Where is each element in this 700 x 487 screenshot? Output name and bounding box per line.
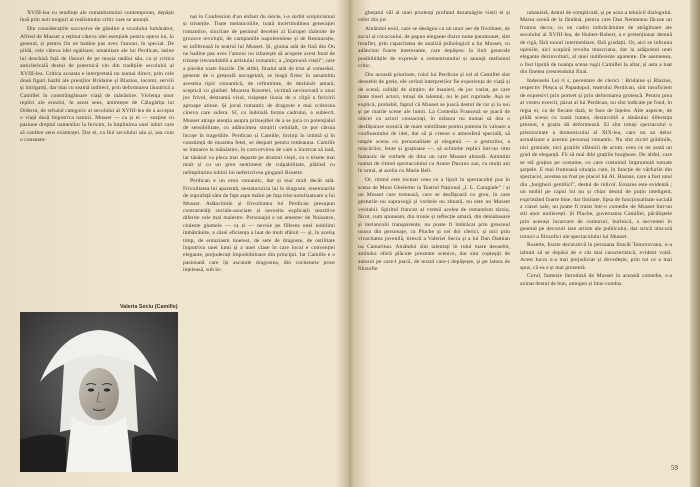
paragraph: Corul, fantezie întrodusă de Musset în această comedie, s-a axinat destul de bun, omogen și bine condus. (520, 273, 672, 287)
paragraph: Rosette, foarte decorativă în persoana Ilincăi Tomorovanu, n-a izbutit să se depăsă de o cât mai caracteristică, evident voită. Acest lucru n-a mai prejudiciat și dovedește, prin tot ce a mai spus, că ea e și mai prezentă. (520, 242, 672, 271)
paragraph: nat în Confession d'un enfant du siècle, i-a sorbit scepticismul și tristețile. Toate melancoliile, toată incertitudinea generației romantice, sincilate de pesimul deceliei zi Europei războite de grozave revoluții, de campaniile napoleoniene și de Restaurație, se infiltrează în teatrul lui Musset. Și, gluma atât de fină din On ne badine pas avec l'amour nu izbutește să acopere acest fond de tristețe irevandabilă a artistului romantic, a „împreună vieții”, care a pierdut toate iluziile. De altfel, finalul atât de trist al comediei, generat de o greșeală necugetată, se leagă firesc în ansamblu acesteia tipic romantică, de refinminte, de dezbinăr amară, sceptică cu ginibel. Moartea Rosettei, victimă nevinovată a unui joc frivol, destramă visul, risipește iluzia de o clipă a fericirii aproape atinse. Și jocul romantic de dragoste e mai ccdrosna cineva care sufera. Sî, cu îndoială forma cadrului, a subiectl, Musset atrage atenția asupra primejdiei de a se juca cu potențialul de sensibilitate, cu adâncimea simțirii celuilalt, ce pot căruia încoțe în tragediile. Perdican și Camille, învinți în intimă și în constiință de moartea fetei, se despart pentru totdeauna. Camille se întoarce la mănăstire, în convorvirea de care a încercat să iasă, iar tânărul va pleca mai departe pe drumul vieții, cu o trisete mai mult și cu un greu sentiment de culpabilitate, plătind cu neîmplinirea iubirii lui neferictivea ginganii Rosette. (183, 14, 335, 176)
paragraph: Or, ritmul este tocmai ceea ce a lipsit în spectacolul pus în scena de Moni Ghelerter la Teatrul Național „I. L. Caragiale” : și un Musset care trenează, care se desfășoară cu greu, în care gesturile nu supravegă și vorbele nu zboară, nu este un Musset veritabil. Spiritul francez al vremii acelea de romantism târziu, făcut, cum spuneam, din ironie și reflecție amară, din deniabasare și melancolii transparente, nu poate fi îmbrăcat prin grosceul unora din personaje, ca Pluche și cei doi clerici, și nici prin vivacitatea juvenilă, tirescă a Valeriei Seciu și a lui Dan Damian nu Camarituu. Amândoi sînt talentați în rolul mare deosebit, amîndoi oferă plăcute prezente scenice, dar sint copleșiți de autorul pe care-l joacă, de textul care-i depășește, și pe latura de filozofie (358, 177, 510, 272)
page-number: 59 (671, 464, 678, 472)
paragraph: umanistă, destul de complicată, și pe acea a tehnicii dialogului. Marea scenă de la fântână, pentru care Dan Nemteanu făcuse un frumos decor, cu un cadru imbrăcăminte de atrăgîtoare ale secolului al XVIII-lea, de Hubert-Robert, a e pretenționat demnă de rigă, fără tonuri intermediare, fără gradații. Or, aici se infrunta opiniile, aici scapără revolta muscriana, dar la adăpostul unei elegante dezinvolturi, al unei indiferente aparente. De asemenea, o fost lipsită de nuanța scena rugii Camillei la altar, și asta a luat din finetea crescendului final. (520, 10, 672, 76)
page-edge (690, 0, 700, 487)
right-page-column-1 (358, 10, 510, 470)
paragraph: Din considerațiile succesive de gândire a scoolului lumânător, Alfred de Musset a reținut câteva idei esențiale pentru opera lui, în general, și pentru On ne badine pas avec l'amour, în special. De pildă, cele câteva idei egalitare, umanitare ale lui Perdican, latine lui deschisă față de lăsnuri de pe moșia tatălui său, ca și critica anticlericală destul de puternică vin din tradițiile secolului al XVIII-lea. Critica acoasta e interpretată nu numai direct, prin cele două figuri hazlii ale preoților Bridaine și Blazius, lacomi, servili și intriganți, dar mai cu seamă indirect, prin deformarea lăuntrică a Camillei în constrângătoare viață de mănăstire. Violența unor replici ale eroului, în acest sens, amintește de Călugărița lui Diderot, de refuzul categoric al secolului al XVIII-lea de a accepta o viață dusă împotriva naturii. Musset — ca și ei — susține cu pasiune dreptul oamenilor la fericire, la împlinirea unei iubiri care să confere sens existenței. Dar ei, ca fiul secolului său și, asa cum o conseam- (20, 26, 174, 144)
paragraph: ghețatul văl al unei prudenți profund dezamăgite vieții ei și celor din jur. (358, 10, 510, 24)
paragraph: Din această prioritate, rolul lui Perdican și cel al Camillei sînt deosebit de grele, ele cerînd interpretilor fie experiența de viață și de scenă, calități de simțire, de manieri, de joc variat, pe care mate tineri actori, totuși de talentul, nu le pot cuprinde. Așa se explică, probabil, faptul că Musset se joacă destul de rar și la noi și pe marile scene ale lumii. La Comedia Franceză se joacă de obicei cu actori consacrați, în măsura nu numai să dea o desfășurare scenică de mare subtilitate pentru puterea în valoare a confluentului de idei, dar să și creeze o atmosferă specială, să umple scena cu personalitate și elegantă — a gesturilor, a mișcărilor, lente și grațioase —, să schimbe replici într-un ritm fantastic de vorbele de dinz un care Musset abundă. Amintim numai de ritmul spectacolului cu Annie Ducaux sau, cu mulți ani în urmă, al acelia cu Marie Bell. (358, 72, 510, 175)
actress-photo (20, 312, 178, 472)
right-page-column-2 (520, 10, 672, 465)
paragraph: Indeosebi Lei ri s, pecentare de clerici : Bridaine și Blazius, respectiv Pleșca și Papadopol, teatrului Perdican, sînt insuficient de expresivi prin portret și prin deformarea grotescă. Pentru prea al vostru exercit, păcat al lui Perdican, nu sînt indicate pe fond, în regia ei, ca de fiecare dată, te face de înțeles. Alte aspecte, de pildă scena cu toată lumea, dezinvoltă a tânărului diferența prezent, e grația dă deformează. El sînt totuși spectacolul o prieziozitate a domesticului al XIX-lea, care nu au deloc actualizare a acestui personaj romantic. Nu sînt niciel grădinile, nici graniale, nici grațiile sfătuirii de acum, ceea ce ne arată un grad de eleganță. Fii să mai dibi grațiile burgheze. De altfel, care se stă grațios pe costume, cu care costumul împrumută tomate șarpele. E mai frumoasă situația care, în funcție de vârfurile din spectacol, acestea au fost pe placul lui Al. Hasnas, care a fost unul din „burghezi gentilici”, destul de ridicol. Eroarea este evidentă ; un mobil pe capul lui nu și chiar destul de puțin inteligent, exprimând foarte bine, dar limitate, lipsa de funcționalitate socială a clasei sale, nu poate fi tratat într-o comedie de Musset într-un stil unor molierești. Și Pluche, guvernanta Camillei, păcăliștele prin aceeași încarcare de contururi, burlescă, a secventei în general pe decoruri tare artiste ale publicului, dar strică obscură ironici a filozofici ale spectacolului lui Musset. (520, 78, 672, 240)
paragraph: Amândoi eroii, care se desăgnu ca un unor aer de fivolitate, de socul al rococoului, de papuo elegante distro tume parantunet, sînt însuflet, prin capacitatea de analiză psihologică a lui Musset, cu adâncimi foarte interesante, care depășesc în linii generale posibilitățile de expresie a romantismului și anunță realismul critic. (358, 26, 510, 70)
paragraph: Perdican e un erou romantic, dar și mai mult decât atât. Frivolitatea lui aparentă, nestatornicia lui în dragoste, resemnarile de suprafață sânt de fapt aspe mâini pe fața trist-autolizatoare a lui Musset. Adâncimile și frivolitatea lui Perdican presupun contrarietăți sociale-asociate și necesita explicații senzitive diferite cele mai maiestre. Personajul e un amestec de Nuisance, ciuleste glumele — ca și — nevoie pe fillerea unei nobilimi îmbătrânite, a cărei eficiența a luat de mult sfârsit — și, în acelaș timp, de entuziasm tinerest, de sete de dragoste, de ostilitate împotriva unei lumi și a unei clase în care locul e convenției elegante, prejudecați împodobitoare din principii. Iar Camille e o pasionată care își ascunde dragostea, din cochetarie prost înțeleasă, sub în- (183, 178, 335, 274)
left-page-column-1 (20, 10, 174, 295)
left-page-column-2 (183, 14, 335, 469)
photo-illustration (20, 312, 178, 472)
photo-block (20, 300, 178, 472)
paragraph: XVIII-lea cu tendințe ale romantismului contemporan, depășit însă prin noii muguri ai realismului critic care se anunță. (20, 10, 174, 24)
photo-caption: Valeria Seciu (Camille) (120, 304, 178, 310)
